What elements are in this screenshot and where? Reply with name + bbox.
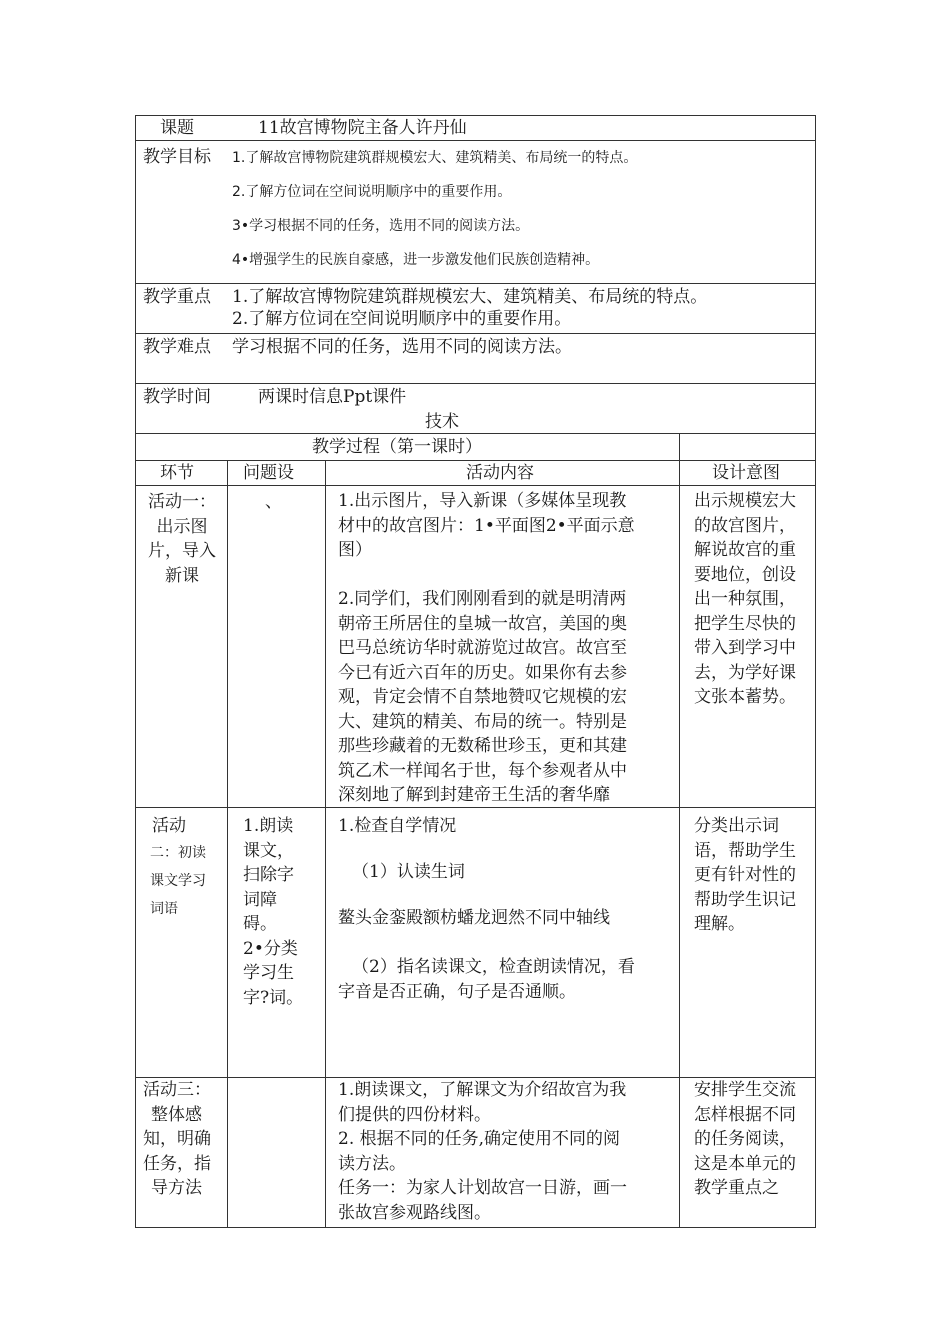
content-line: 张故宫参观路线图。: [338, 1202, 491, 1223]
stage-cell: [143, 1078, 211, 1201]
column-divider: [679, 433, 680, 1228]
stage-line: 二：初读: [150, 844, 206, 861]
content-line: 1.朗读课文，了解课文为介绍故宫为我: [338, 1080, 627, 1100]
column-header-stage: 环节: [160, 463, 194, 483]
intent-line: 出一种氛围，: [694, 589, 796, 609]
topic-label: 课题: [160, 118, 194, 138]
goal-item: 2.了解方位词在空间说明顺序中的重要作用。: [232, 184, 512, 200]
intent-line: 的任务阅读，: [694, 1129, 796, 1149]
content-line: 2.同学们，我们刚刚看到的就是明清两: [338, 589, 627, 609]
intent-line: 更有针对性的: [694, 865, 796, 885]
content-line: （2）指名读课文，检查朗读情况，看: [352, 957, 635, 977]
content-line: 1.出示图片，导入新课（多媒体呈现教: [338, 491, 627, 511]
content-line: 图）: [338, 540, 372, 560]
content-line: 字音是否正确，句子是否通顺。: [338, 982, 576, 1002]
content-line: （1）认读生词: [352, 862, 465, 882]
intent-line: 理解。: [694, 914, 745, 934]
stage-line: 课文学习: [150, 872, 206, 889]
stage-line: 片，导入: [148, 541, 216, 561]
difficulty-label: 教学难点: [143, 337, 211, 357]
goal-item: 4•增强学生的民族自豪感，进一步激发他们民族创造精神。: [232, 252, 600, 268]
question-line: 碍。: [243, 914, 277, 934]
topic-value: 11故宫博物院主备人许丹仙: [258, 118, 467, 138]
time-label: 教学时间: [143, 387, 211, 407]
question-line: 2•分类: [243, 938, 298, 959]
stage-line: 词语: [150, 900, 178, 917]
content-line: 们提供的四份材料。: [338, 1104, 491, 1125]
intent-cell: [694, 814, 796, 937]
difficulty-value: 学习根据不同的任务，选用不同的阅读方法。: [232, 337, 572, 357]
question-line: 学习生: [243, 963, 294, 983]
content-line: 那些珍藏着的无数稀世珍玉，更和其建: [338, 736, 627, 756]
intent-line: 出示规模宏大: [694, 491, 796, 511]
intent-line: 文张本蓄势。: [694, 687, 796, 707]
intent-line: 要地位，创设: [694, 564, 796, 585]
row-divider: [135, 140, 816, 141]
row-divider: [135, 333, 816, 334]
stage-line: 活动: [152, 816, 186, 836]
content-line: 今已有近六百年的历史。如果你有去参: [338, 662, 627, 683]
intent-line: 安排学生交流: [694, 1080, 796, 1100]
time-extra: 技术: [425, 412, 459, 432]
column-header-question: 问题设: [243, 463, 294, 483]
column-divider: [325, 460, 326, 1228]
intent-line: 去，为学好课: [694, 662, 796, 683]
intent-line: 把学生尽快的: [694, 613, 796, 634]
row-divider: [135, 383, 816, 384]
stage-line: 导方法: [151, 1178, 202, 1198]
question-line: 、: [265, 492, 282, 512]
content-line: 任务一：为家人计划故宫一日游，画一: [338, 1178, 627, 1198]
content-line: [338, 563, 635, 588]
intent-line: 带入到学习中: [694, 638, 796, 658]
stage-line: 活动三：: [143, 1080, 211, 1100]
question-cell: [243, 814, 303, 1010]
content-line: 材中的故宫图片：1•平面图2•平面示意: [338, 515, 635, 536]
column-divider: [227, 460, 228, 1228]
question-line: 1.朗读: [243, 816, 294, 836]
question-line: 扫除字: [243, 865, 294, 885]
stage-line: 活动一：: [148, 492, 216, 512]
content-line: 筑乙术一样闻名于世，每个参观者从中: [338, 760, 627, 781]
content-line: 1.检查自学情况: [338, 816, 457, 836]
question-line: 课文，: [243, 840, 294, 861]
content-line: 读方法。: [338, 1153, 406, 1174]
intent-cell: [694, 1078, 796, 1201]
content-cell: [338, 1078, 627, 1225]
stage-line: 知，明确: [143, 1129, 211, 1149]
row-divider: [135, 433, 816, 434]
keypoint-item: 2.了解方位词在空间说明顺序中的重要作用。: [232, 309, 572, 329]
content-line: 2. 根据不同的任务,确定使用不同的阅: [338, 1129, 621, 1149]
content-line: 朝帝王所居住的皇城一故宫，美国的奥: [338, 613, 627, 634]
stage-line: 任务，指: [143, 1153, 211, 1174]
content-line: 深刻地了解到封建帝王生活的奢华靡: [338, 785, 610, 805]
intent-line: 的故宫图片，: [694, 515, 796, 536]
intent-line: 解说故宫的重: [694, 540, 796, 560]
stage-line: 出示图: [156, 516, 208, 537]
question-cell: [265, 490, 282, 515]
content-line: 观，肯定会情不自禁地赞叹它规模的宏: [338, 687, 627, 707]
intent-cell: [694, 489, 796, 710]
stage-cell: [143, 490, 221, 588]
stage-line: 整体感: [151, 1104, 202, 1125]
question-line: 词障: [243, 889, 277, 910]
intent-line: 这是本单元的: [694, 1153, 796, 1174]
content-line: 大、建筑的精美、布局的统一。特别是: [338, 711, 627, 732]
time-value: 两课时信息Ppt课件: [258, 387, 407, 407]
intent-line: 语，帮助学生: [694, 840, 796, 861]
intent-line: 教学重点之: [694, 1178, 779, 1198]
stage-cell: [150, 814, 206, 923]
intent-line: 分类出示词: [694, 816, 779, 836]
content-line: 鳌头金銮殿额枋蟠龙迥然不同中轴线: [338, 908, 610, 928]
row-divider: [135, 283, 816, 284]
intent-line: 帮助学生识记: [694, 889, 796, 910]
column-header-intent: 设计意图: [712, 463, 780, 483]
goal-item: 1.了解故宫博物院建筑群规模宏大、建筑精美、布局统一的特点。: [232, 150, 638, 166]
stage-line: 新课: [165, 565, 199, 586]
keypoints-label: 教学重点: [143, 287, 211, 307]
content-cell: [338, 489, 635, 808]
process-title: 教学过程（第一课时）: [312, 437, 482, 457]
goals-label: 教学目标: [143, 147, 211, 167]
question-line: 字?词。: [243, 987, 304, 1008]
column-header-content: 活动内容: [466, 463, 534, 483]
content-line: 巴马总统访华时就游览过故宫。故宫至: [338, 638, 627, 658]
goal-item: 3•学习根据不同的任务，选用不同的阅读方法。: [232, 218, 530, 234]
keypoint-item: 1.了解故宫博物院建筑群规模宏大、建筑精美、布局统的特点。: [232, 287, 708, 307]
intent-line: 怎样根据不同: [694, 1104, 796, 1125]
